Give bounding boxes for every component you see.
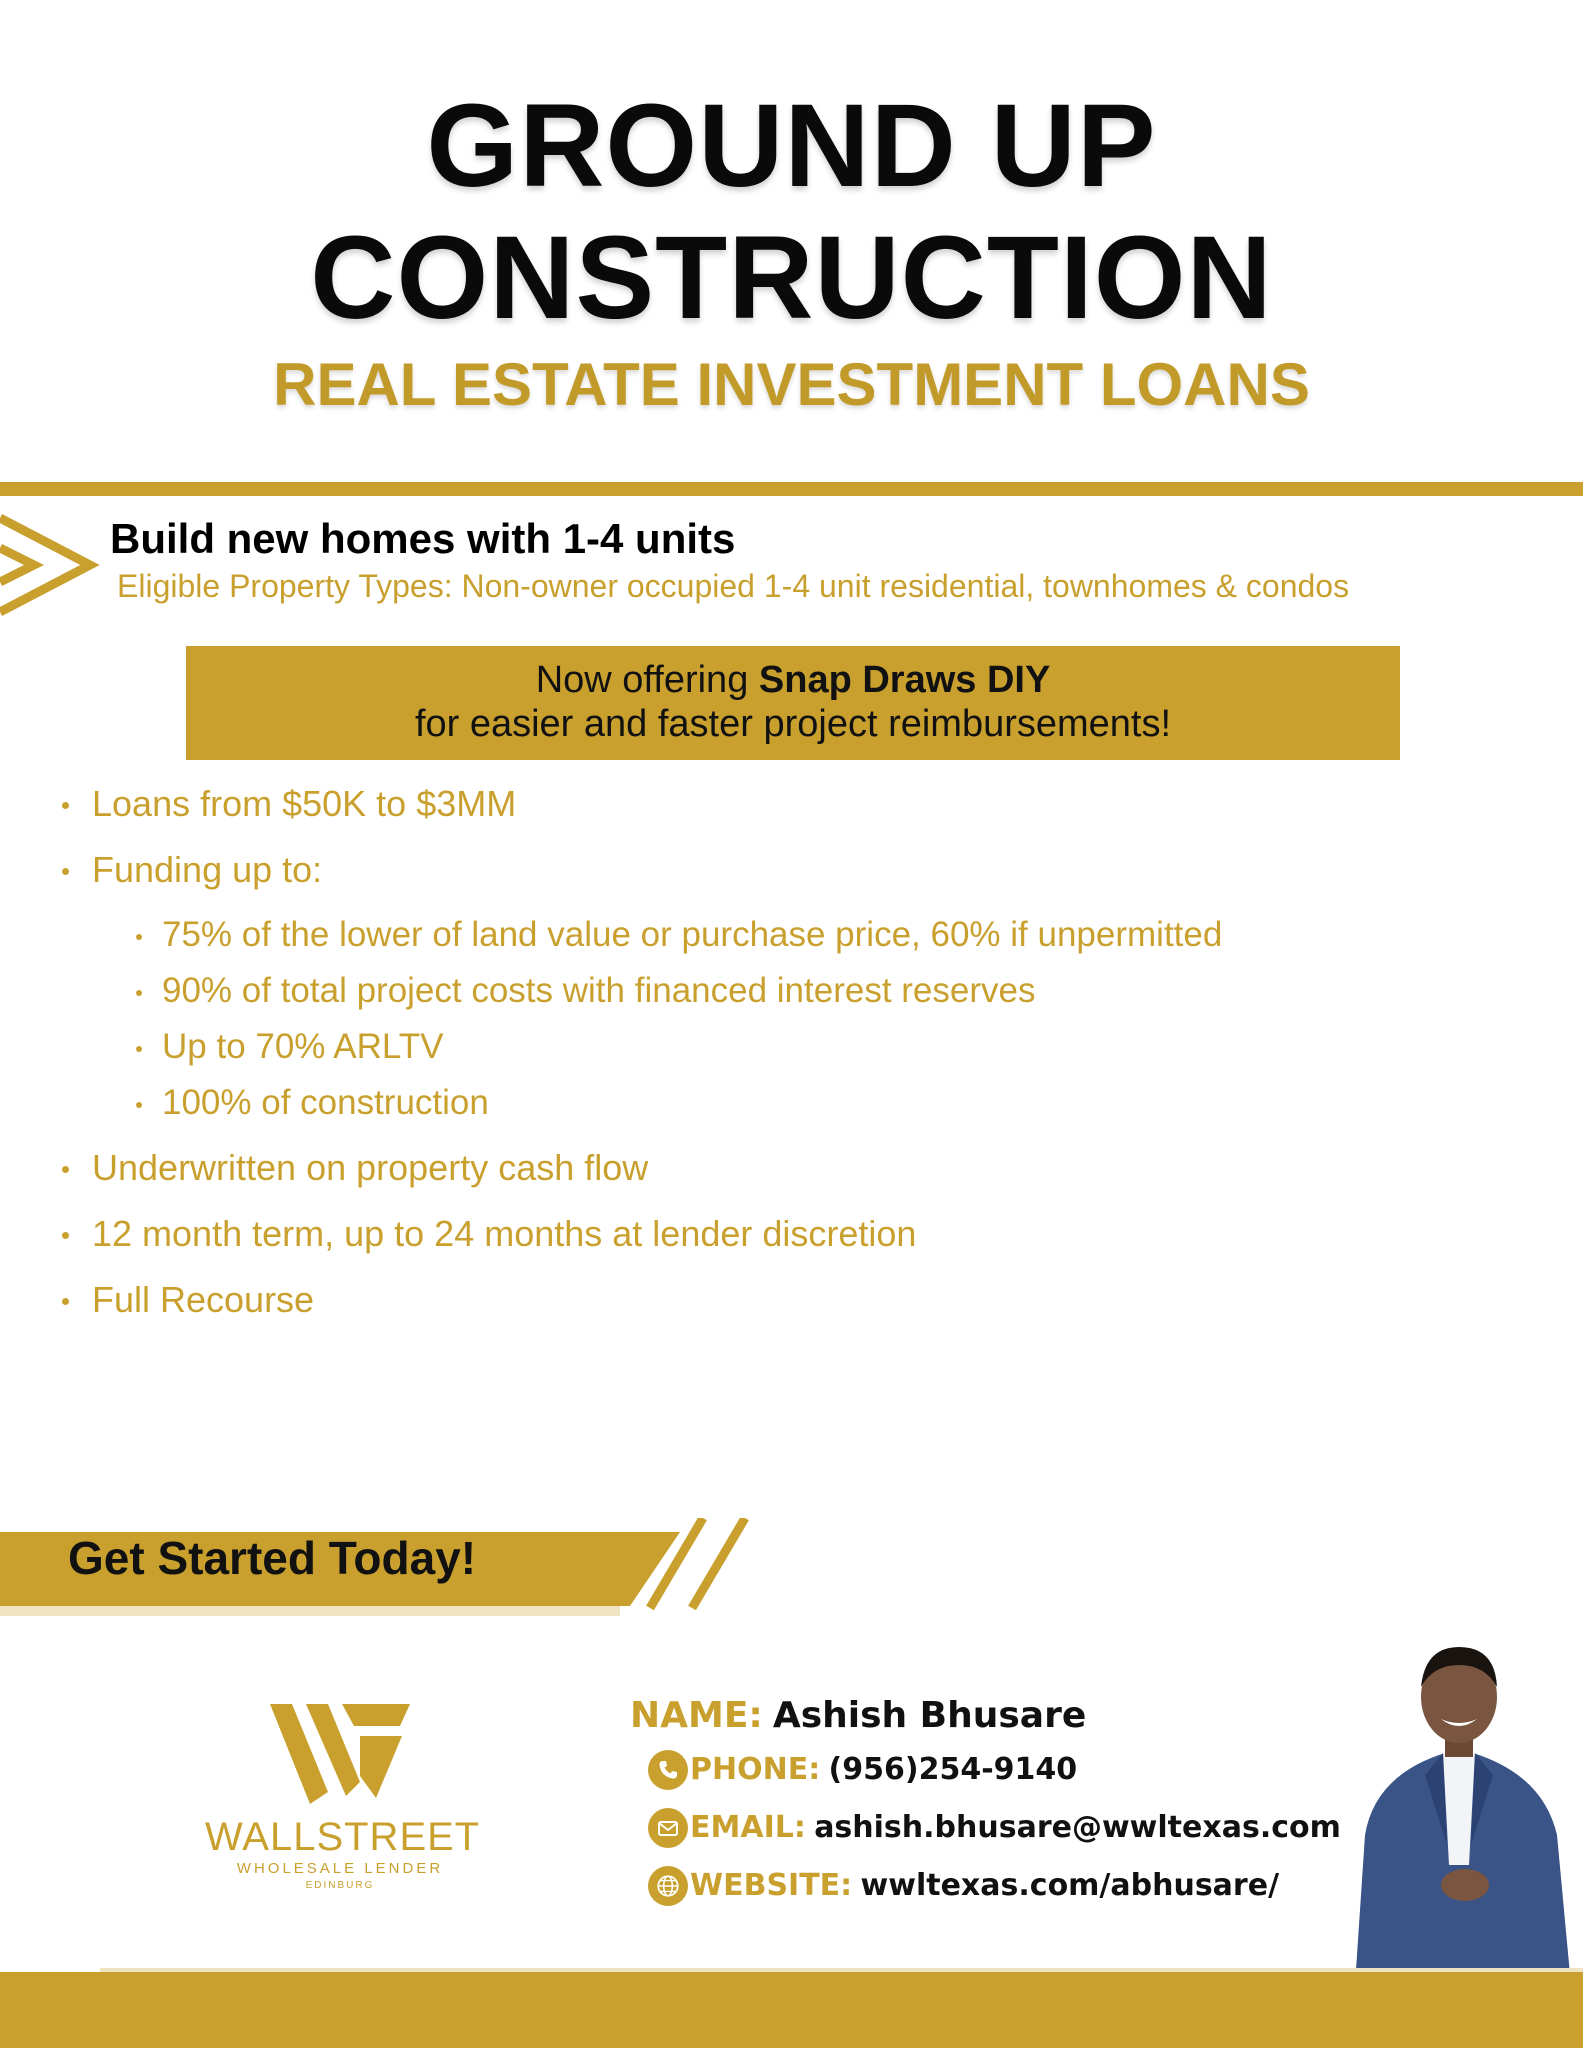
logo-wordmark: WALLSTREET [205, 1815, 481, 1859]
contact-website [648, 1866, 1279, 1906]
page-subtitle: REAL ESTATE INVESTMENT LOANS [273, 351, 1310, 418]
globe-icon [648, 1866, 688, 1906]
email-label: EMAIL: [690, 1810, 806, 1845]
title-line-2: CONSTRUCTION [310, 212, 1273, 344]
feature-list [60, 782, 1222, 1344]
feature-term: 12 month term, up to 24 months at lender discretion [60, 1212, 1222, 1256]
footer-bar [0, 1972, 1583, 2048]
logo-subtitle: WHOLESALE LENDER [236, 1860, 444, 1877]
banner-line-2: for easier and faster project reimbursements! [414, 703, 1172, 745]
email-icon [648, 1808, 688, 1848]
funding-item: 75% of the lower of land value or purchase price, 60% if unpermitted [132, 914, 1222, 956]
name-label: NAME: [630, 1695, 763, 1736]
funding-item: 100% of construction [132, 1082, 1222, 1124]
contact-phone [648, 1750, 1077, 1790]
feature-funding [60, 848, 1222, 1124]
website-link[interactable]: wwltexas.com/abhusare/ [860, 1868, 1280, 1903]
chevron-arrow-icon [0, 510, 110, 630]
phone-link[interactable]: (956)254-9140 [828, 1752, 1078, 1787]
name-value: Ashish Bhusare [772, 1695, 1087, 1736]
email-link[interactable]: ashish.bhusare@wwltexas.com [814, 1810, 1341, 1845]
feature-funding-label: Funding up to: [92, 849, 323, 890]
wallstreet-logo [210, 1700, 470, 1810]
banner-prefix: Now offering [535, 659, 759, 701]
funding-sublist [132, 914, 1222, 1124]
funding-item: 90% of total project costs with financed interest reserves [132, 970, 1222, 1012]
website-label: WEBSITE: [690, 1868, 853, 1903]
agent-photo [1335, 1635, 1583, 1985]
logo-city: EDINBURG [305, 1880, 375, 1891]
feature-loans: Loans from $50K to $3MM [60, 782, 1222, 826]
contact-email [648, 1808, 1341, 1848]
gold-divider [0, 482, 1583, 496]
page-title [0, 80, 1583, 344]
get-started-label: Get Started Today! [68, 1532, 477, 1584]
banner-highlight: Snap Draws DIY [758, 659, 1051, 701]
eligible-property-types: Eligible Property Types: Non-owner occupied 1-4 unit residential, townhomes & condos [117, 568, 1350, 604]
feature-underwritten: Underwritten on property cash flow [60, 1146, 1222, 1190]
feature-recourse: Full Recourse [60, 1278, 1222, 1322]
contact-name [630, 1692, 1086, 1739]
phone-label: PHONE: [690, 1752, 821, 1787]
phone-icon [648, 1750, 688, 1790]
intro-headline: Build new homes with 1-4 units [110, 515, 736, 562]
snap-draws-banner [186, 646, 1400, 760]
funding-item: Up to 70% ARLTV [132, 1026, 1222, 1068]
title-line-1: GROUND UP [426, 80, 1157, 212]
